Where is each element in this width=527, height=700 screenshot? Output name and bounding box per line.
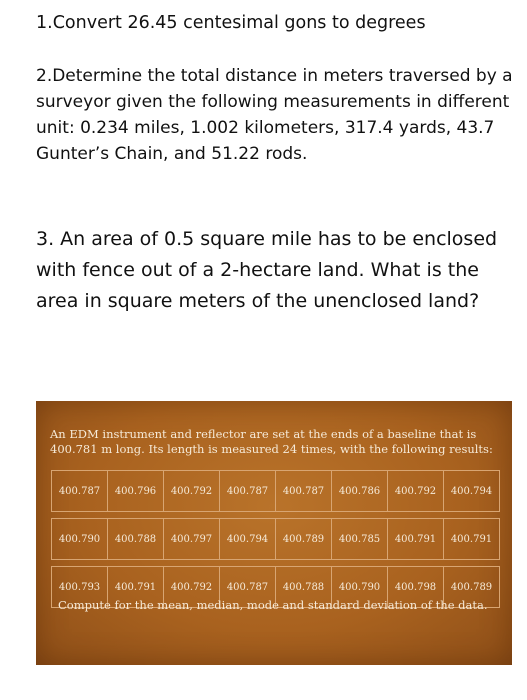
measurement-cell: 400.789 bbox=[444, 567, 500, 608]
measurement-cell: 400.788 bbox=[276, 567, 332, 608]
measurement-cell: 400.787 bbox=[220, 567, 276, 608]
measurement-table bbox=[51, 470, 500, 608]
row-spacer bbox=[52, 512, 500, 519]
table-row bbox=[52, 519, 500, 560]
question-3: 3. An area of 0.5 square mile has to be enclosed with fence out of a 2-hectare land. What is the area in square meters of the unenclosed land? bbox=[36, 228, 498, 312]
measurement-cell: 400.792 bbox=[164, 471, 220, 512]
row-spacer-cell bbox=[52, 560, 500, 567]
measurement-cell: 400.785 bbox=[332, 519, 388, 560]
measurement-cell: 400.789 bbox=[276, 519, 332, 560]
measurement-cell: 400.794 bbox=[220, 519, 276, 560]
question-1: 1.Convert 26.45 centesimal gons to degrees bbox=[36, 13, 426, 33]
question-2: 2.Determine the total distance in meters traversed by a surveyor given the following measurements in different unit: 0.234 miles, 1.002 kilometers, 317.4 yards, 43.7 Gunter’s Chain, and 51.22 rods. bbox=[36, 66, 513, 164]
measurement-cell: 400.787 bbox=[52, 471, 108, 512]
measurement-cell: 400.791 bbox=[108, 567, 164, 608]
table-row bbox=[52, 471, 500, 512]
measurement-cell: 400.794 bbox=[444, 471, 500, 512]
measurement-cell: 400.793 bbox=[52, 567, 108, 608]
measurement-cell: 400.792 bbox=[164, 567, 220, 608]
measurement-cell: 400.796 bbox=[108, 471, 164, 512]
measurement-cell: 400.788 bbox=[108, 519, 164, 560]
measurement-cell: 400.787 bbox=[276, 471, 332, 512]
row-spacer-cell bbox=[52, 512, 500, 519]
measurement-cell: 400.791 bbox=[388, 519, 444, 560]
measurement-cell: 400.797 bbox=[164, 519, 220, 560]
edm-problem-panel bbox=[36, 401, 512, 665]
row-spacer bbox=[52, 560, 500, 567]
measurement-cell: 400.792 bbox=[388, 471, 444, 512]
measurement-cell: 400.791 bbox=[444, 519, 500, 560]
edm-problem-instruction: Compute for the mean, median, mode and standard deviation of the data. bbox=[58, 598, 488, 612]
measurement-table-body bbox=[52, 471, 500, 608]
measurement-cell: 400.790 bbox=[52, 519, 108, 560]
measurement-cell: 400.787 bbox=[220, 471, 276, 512]
measurement-cell: 400.786 bbox=[332, 471, 388, 512]
edm-problem-intro: An EDM instrument and reflector are set at the ends of a baseline that is 400.781 m long. Its length is measured 24 times, with the following results: bbox=[50, 427, 493, 456]
measurement-cell: 400.790 bbox=[332, 567, 388, 608]
measurement-cell: 400.798 bbox=[388, 567, 444, 608]
